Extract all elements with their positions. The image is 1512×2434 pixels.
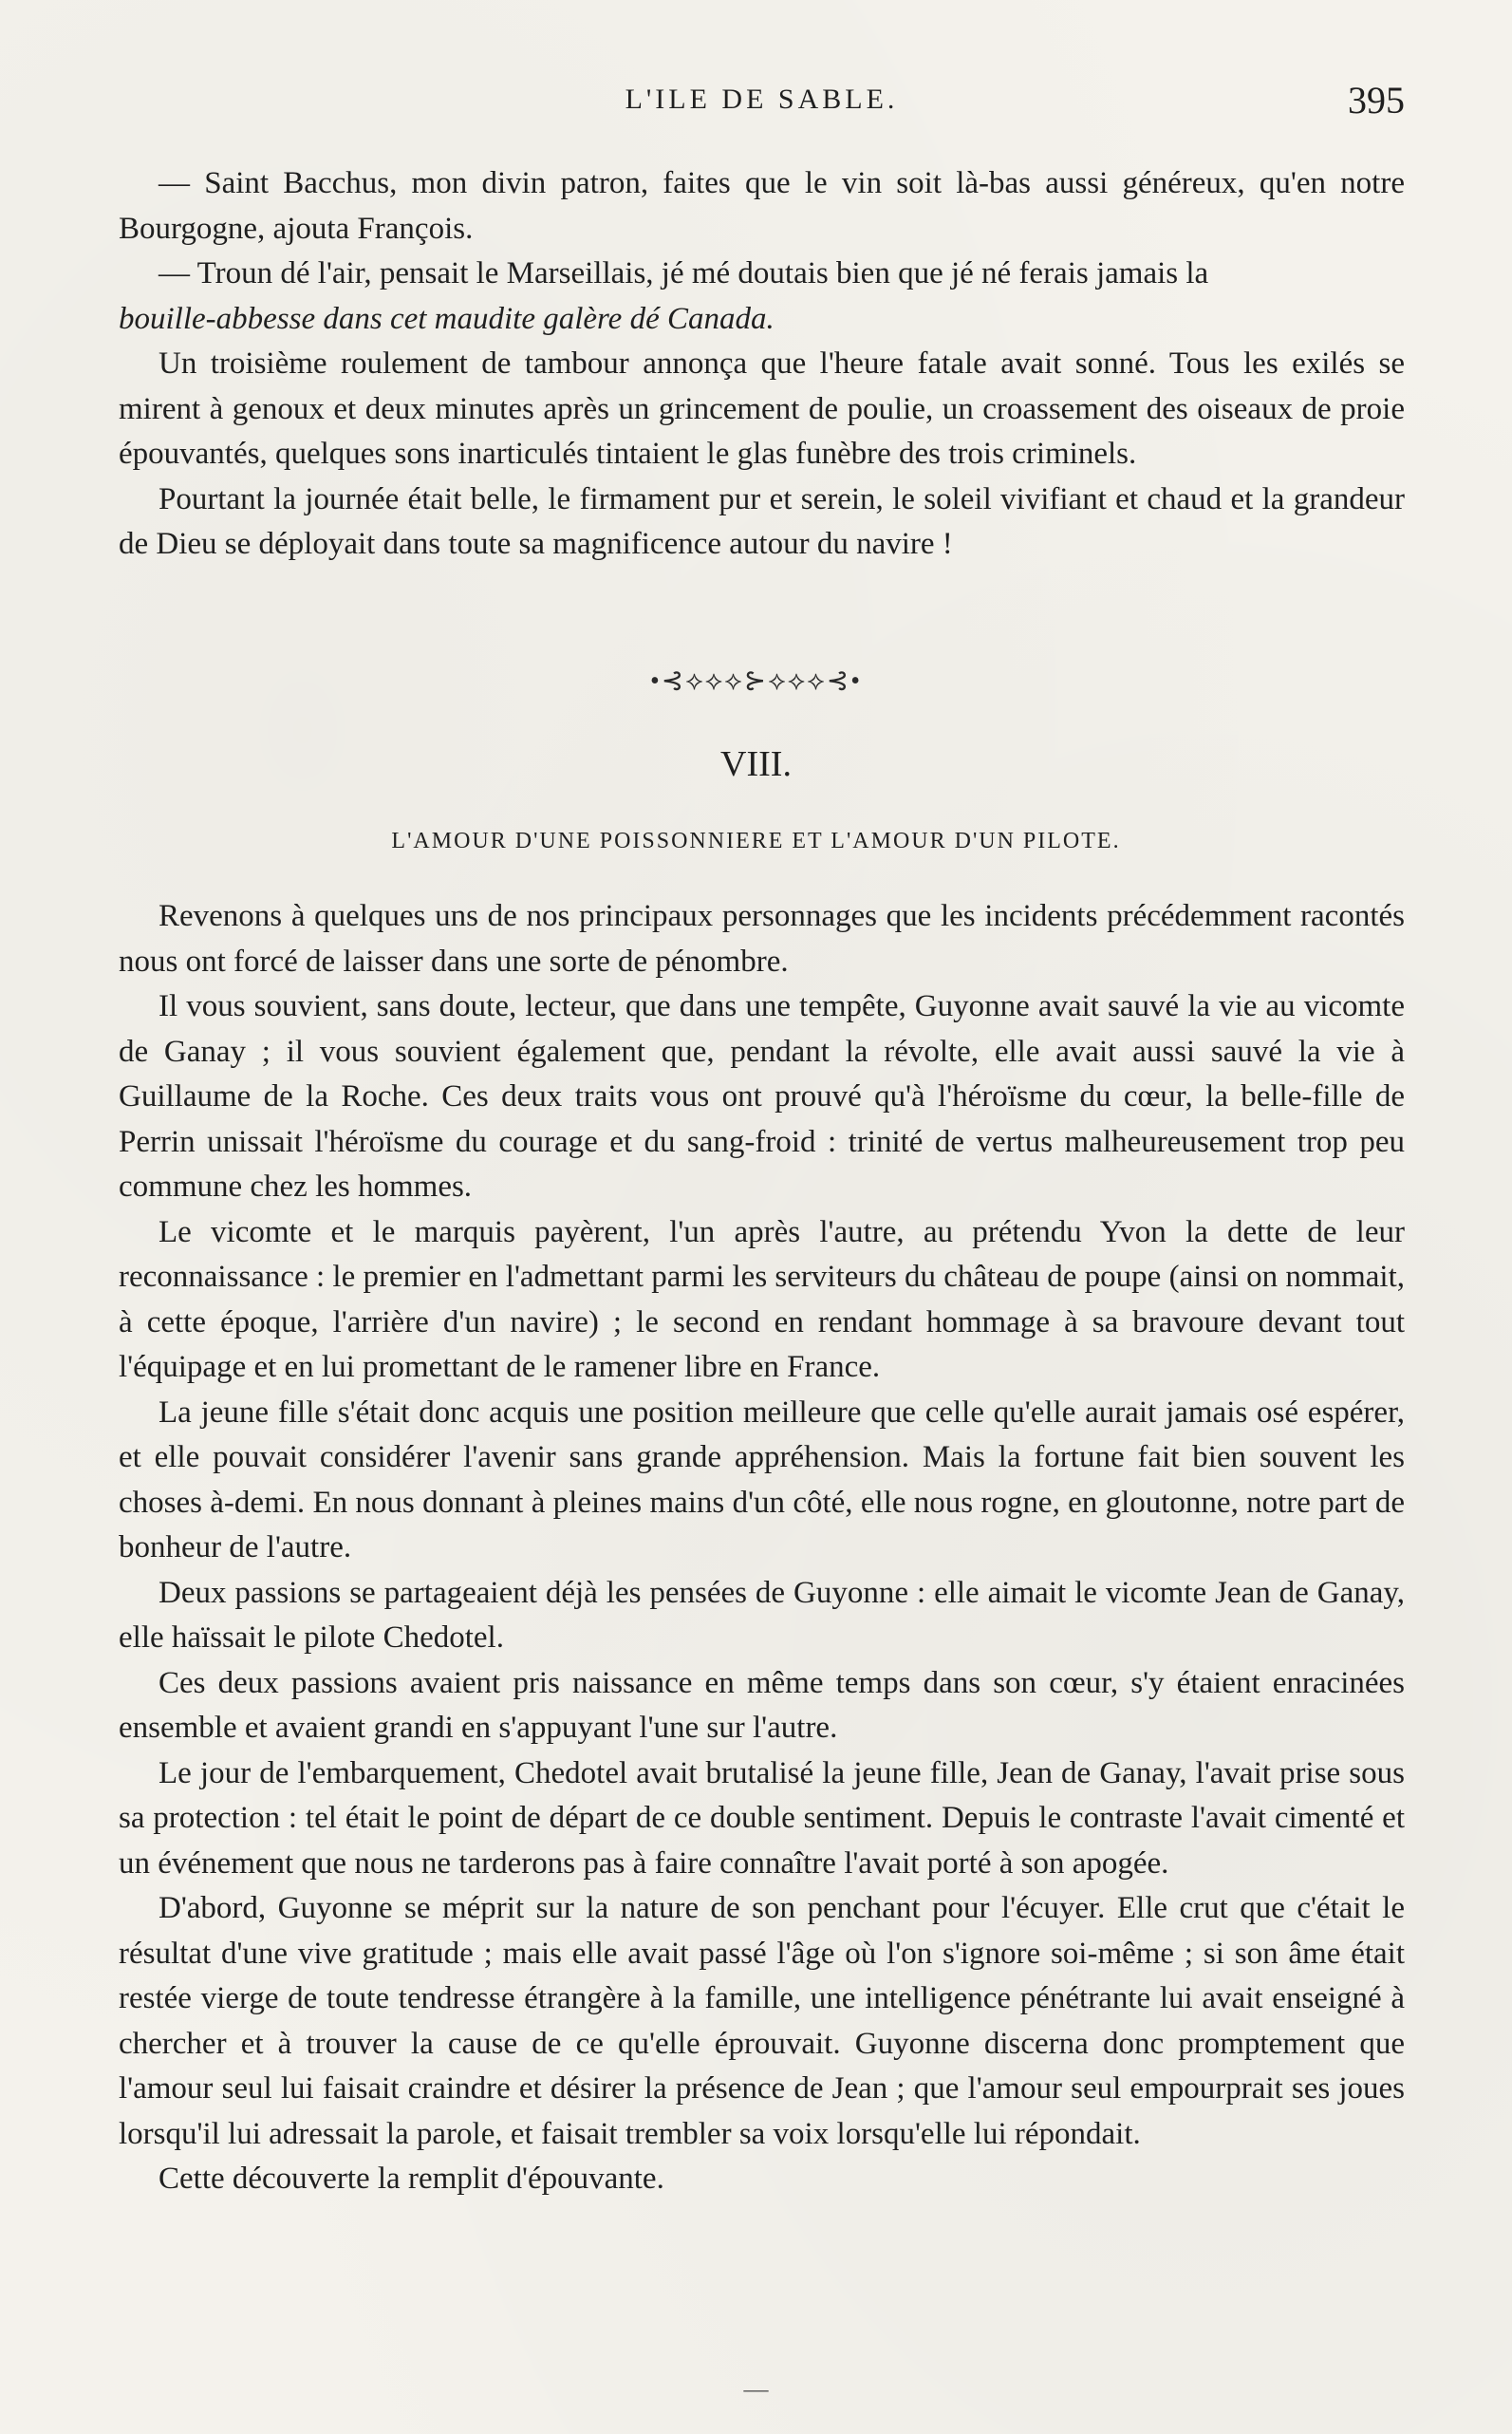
paragraph-italic: bouille-abbesse dans cet maudite galère dé Canada. bbox=[119, 301, 775, 336]
paragraph: D'abord, Guyonne se méprit sur la nature de son penchant pour l'écuyer. Elle crut que c'était le résultat d'une vive gratitude ; mais elle avait passé l'âge où l'on s'ignore soi-même ; si son âme était restée vierge de toute tendresse étrangère à la famille, une intelligence pénétrante lui avait enseigné à chercher et à trouver la cause de ce qu'elle éprouvait. Guyonne discerna donc promptement que l'amour seul lui faisait craindre et désirer la présence de Jean ; que l'amour seul empourprait ses joues lorsqu'il lui adressait la parole, et faisait trembler sa voix lorsqu'elle lui répondait. bbox=[119, 1891, 1405, 2151]
paragraph: Deux passions se partageaient déjà les pensées de Guyonne : elle aimait le vicomte Jean de Ganay, elle haïssait le pilote Chedotel. bbox=[119, 1575, 1405, 1655]
chapter-number: VIII. bbox=[720, 744, 792, 784]
running-title: L'ILE DE SABLE. bbox=[625, 84, 899, 115]
paragraph: Cette découverte la remplit d'épouvante. bbox=[159, 2162, 664, 2196]
paragraph: Il vous souvient, sans doute, lecteur, que dans une tempête, Guyonne avait sauvé la vie au vicomte de Ganay ; il vous souvient également que, pendant la révolte, elle avait aussi sauvé la vie à Guillaume de la Roche. Ces deux traits vous ont prouvé qu'à l'héroïsme du cœur, la belle-fille de Perrin unissait l'héroïsme du courage et du sang-froid : trinité de vertus malheureusement trop peu commune chez les hommes. bbox=[119, 989, 1405, 1204]
paragraph: Le vicomte et le marquis payèrent, l'un après l'autre, au prétendu Yvon la dette de leur reconnaissance : le premier en l'admettant parmi les serviteurs du château de poupe (ainsi on nommait, à cette époque, l'arrière d'un navire) ; le second en rendant hommage à sa bravoure devant tout l'équipage et en lui promettant de le ramener libre en France. bbox=[119, 1214, 1405, 1384]
paragraph: Un troisième roulement de tambour annonça que l'heure fatale avait sonné. Tous les exilés se mirent à genoux et deux minutes après un grincement de poulie, un croassement des oiseaux de proie épouvantés, quelques sons inarticulés tintaient le glas funèbre des trois criminels. bbox=[119, 346, 1405, 471]
paragraph: Ces deux passions avaient pris naissance en même temps dans son cœur, s'y étaient enracinées ensemble et avaient grandi en s'appuyant l'une sur l'autre. bbox=[119, 1665, 1405, 1745]
chapter-title: L'AMOUR D'UNE POISSONNIERE ET L'AMOUR D'UN PILOTE. bbox=[391, 829, 1121, 853]
paragraph: — Saint Bacchus, mon divin patron, faites que le vin soit là-bas aussi généreux, qu'en notre Bourgogne, ajouta François. bbox=[119, 166, 1405, 246]
paragraph: Pourtant la journée était belle, le firmament pur et serein, le soleil vivifiant et chaud et la grandeur de Dieu se déployait dans toute sa magnificence autour du navire ! bbox=[119, 481, 1405, 561]
section-ornament: •⊰⟡⟡⟡⊱⟡⟡⟡⊰• bbox=[649, 666, 863, 696]
paragraph: Le jour de l'embarquement, Chedotel avait brutalisé la jeune fille, Jean de Ganay, l'avait prise sous sa protection : tel était le point de départ de ce double sentiment. Depuis le contraste l'avait cimenté et un événement que nous ne tarderons pas à faire connaître l'avait porté à son apogée. bbox=[119, 1755, 1405, 1881]
paragraph: Revenons à quelques uns de nos principaux personnages que les incidents précédemment racontés nous ont forcé de laisser dans une sorte de pénombre. bbox=[119, 899, 1405, 979]
text-block-chapter bbox=[119, 894, 1405, 2202]
page-number: 395 bbox=[1348, 79, 1405, 122]
footer-mark: — bbox=[743, 2375, 769, 2403]
page-header bbox=[119, 79, 1405, 131]
text-block-before-chapter bbox=[119, 161, 1405, 568]
paragraph: La jeune fille s'était donc acquis une position meilleure que celle qu'elle aurait jamais osé espérer, et elle pouvait considérer l'avenir sans grande appréhension. Mais la fortune fait bien souvent les choses à-demi. En nous donnant à pleines mains d'un côté, elle nous rogne, en gloutonne, notre part de bonheur de l'autre. bbox=[119, 1395, 1405, 1564]
paragraph: — Troun dé l'air, pensait le Marseillais, jé mé doutais bien que jé né ferais jamais la bbox=[159, 256, 1209, 290]
